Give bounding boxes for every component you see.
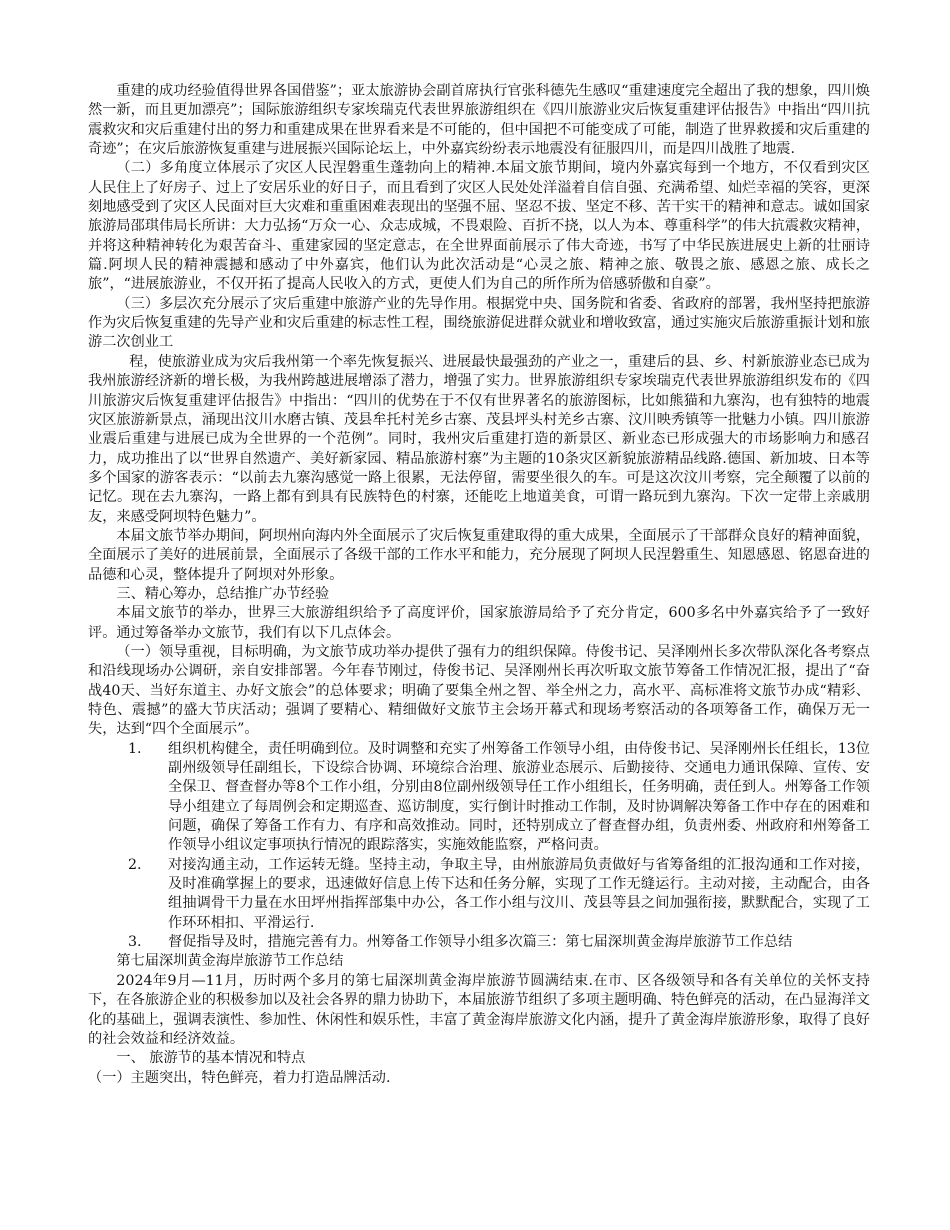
- list-item-text: 组织机构健全，责任明确到位。及时调整和充实了州筹备工作领导小组，由侍俊书记、吴泽刚州长任组长，13位副州级领导任副组长，下设综合协调、环境综合治理、旅游业态展示、后勤接待、交通电力通讯保障、宣传、安全保卫、督查督办等8个工作小组，分别由8位副州级领导任工作小组组长，任务明确，责任到人。州筹备工作领导小组建立了每周例会和定期巡查、巡访制度，实行倒计时推动工作制，及时协调解决筹备工作中存在的困难和问题，确保了筹备工作有力、有序和高效推动。同时，还特别成立了督查督办组，负责州委、州政府和州筹备工作领导小组议定事项执行情况的跟踪落实，实施效能监察，严格问责。: [168, 740, 870, 854]
- paragraph-section-two-spirit: （二）多角度立体展示了灾区人民涅磐重生蓬勃向上的精神.本届文旅节期间，境内外嘉宾每到一个地方，不仅看到灾区人民住上了好房子、过上了安居乐业的好日子，而且看到了灾区人民处处洋溢着自信自强、充满希望、灿烂幸福的笑容，更深刻地感受到了灾区人民面对巨大灾难和重重困难表现出的坚强不屈、坚忍不拔、坚定不移、苦干实干的精神和意志。诚如国家旅游局邵琪伟局长所讲：大力弘扬“万众一心、众志成城，不畏艰险、百折不挠，以人为本、尊重科学”的伟大抗震救灾精神，并将这种精神转化为艰苦奋斗、重建家园的坚定意志，在全世界面前展示了伟大奇迹，书写了中华民族进展史上新的壮丽诗篇.阿坝人民的精神震撼和感动了中外嘉宾，他们认为此次活动是“心灵之旅、精神之旅、敬畏之旅、感恩之旅、成长之旅”，“进展旅游业，不仅开拓了提高人民收入的方式，更使人们为自己的所作所为倍感骄傲和自豪”。: [88, 160, 870, 293]
- list-item-text: 督促指导及时，措施完善有力。州筹备工作领导小组多次篇三：第七届深圳黄金海岸旅游节工作总结: [168, 934, 793, 951]
- list-item-number: 1.: [128, 740, 142, 757]
- document-page: [88, 82, 870, 1088]
- paragraph-section-three-tourism: （三）多层次充分展示了灾后重建中旅游产业的先导作用。根据党中央、国务院和省委、省政府的部署，我州坚持把旅游作为灾后恢复重建的先导产业和灾后重建的标志性工程，围绕旅游促进群众就业和增收致富，通过实施灾后旅游重振计划和旅游二次创业工: [88, 295, 870, 351]
- list-item: [88, 856, 870, 933]
- paragraph-reconstruction-praise: 重建的成功经验值得世界各国借鉴”；亚太旅游协会副首席执行官张科德先生感叹“重建速度完全超出了我的想象，四川焕然一新，而且更加漂亮”；国际旅游组织专家埃瑞克代表世界旅游组织在《四川旅游业灾后恢复重建评估报告》中指出“四川抗震救灾和灾后重建付出的努力和重建成果在世界看来是不可能的，但中国把不可能变成了可能，制造了世界救援和灾后重建的奇迹”；在灾后旅游恢复重建与进展振兴国际论坛上，中外嘉宾纷纷表示地震没有征服四川，而是四川战胜了地震.: [88, 83, 870, 158]
- paragraph-shenzhen-overview: 2024年9月—11月，历时两个多月的第七届深圳黄金海岸旅游节圆满结束.在市、区各级领导和各有关单位的关怀支持下，在各旅游企业的积极参加以及社会各界的鼎力协助下，本届旅游节组织了多项主题明确、特色鲜亮的活动，在凸显海洋文化的基础上，强调表演性、参加性、休闲性和娱乐性，丰富了黄金海岸旅游文化内涵，提升了黄金海岸旅游形象，取得了良好的社会效益和经济效益。: [88, 972, 870, 1047]
- list-item: [88, 933, 870, 952]
- paragraph-section-three-continued: 程，使旅游业成为灾后我州第一个率先恢复振兴、进展最快最强劲的产业之一，重建后的县、乡、村新旅游业态已成为我州旅游经济新的增长极，为我州跨越进展增添了潜力，增强了实力。世界旅游组织专家埃瑞克代表世界旅游组织发布的《四川旅游灾后恢复重建评估报告》中指出：“四川的优势在于不仅有世界著名的旅游图标，比如熊猫和九寨沟，也有独特的地震灾区旅游新景点，涌现出汶川水磨古镇、茂县牟托村羌乡古寨、茂县坪头村羌乡古寨、汶川映秀镇等一批魅力小镇。四川旅游业震后重建与进展已成为全世界的一个范例”。同时，我州灾后重建打造的新景区、新业态已形成强大的市场影响力和感召力，成功推出了以“世界自然遗产、美好新家园、精品旅游村寨”为主题的10条灾区新貌旅游精品线路.德国、新加坡、日本等多个国家的游客表示：“以前去九寨沟感觉一路上很累，无法停留，需要坐很久的车。可是这次汶川考察，完全颠覆了以前的记忆。现在去九寨沟，一路上都有到具有民族特色的村寨，还能吃上地道美食，可谓一路玩到九寨沟。下次一定带上亲戚朋友，来感受阿坝特色魅力”。: [88, 353, 870, 525]
- heading-shenzhen-summary-title: 第七届深圳黄金海岸旅游节工作总结: [116, 953, 344, 970]
- paragraph-festival-summary: 本届文旅节举办期间，阿坝州向海内外全面展示了灾后恢复重建取得的重大成果，全面展示了干部群众良好的精神面貌，全面展示了美好的进展前景，全面展示了各级干部的工作水平和能力，充分展现了阿坝人民涅磐重生、知恩感恩、铭恩奋进的品德和心灵，整体提升了阿坝对外形象。: [88, 527, 870, 583]
- list-item: [88, 740, 870, 856]
- heading-subsection-one: （一）主题突出，特色鲜亮，着力打造品牌活动.: [88, 1069, 391, 1086]
- heading-basic-situation: 一、 旅游节的基本情况和特点: [116, 1050, 306, 1067]
- paragraph-evaluation: 本届文旅节的举办，世界三大旅游组织给予了高度评价，国家旅游局给予了充分肯定，600多名中外嘉宾给予了一致好评。通过筹备举办文旅节，我们有以下几点体会。: [88, 605, 870, 641]
- list-item-number: 3.: [128, 934, 142, 951]
- list-item-number: 2.: [128, 856, 142, 873]
- list-item-text: 对接沟通主动，工作运转无缝。坚持主动，争取主导，由州旅游局负责做好与省筹备组的汇报沟通和工作对接，及时准确掌握上的要求，迅速做好信息上传下达和任务分解，实现了工作无缝运行。主动对接，主动配合，由各组抽调骨干力量在水田坪州指挥部集中办公，各工作小组与汶川、茂县等县之间加强衔接，默默配合，实现了工作环环相扣、平滑运行.: [168, 856, 870, 931]
- heading-section-three: 三、精心筹办，总结推广办节经验: [116, 585, 330, 602]
- paragraph-leadership: （一）领导重视，目标明确，为文旅节成功举办提供了强有力的组织保障。侍俊书记、吴泽刚州长多次带队深化各考察点和沿线现场办公调研，亲自安排部署。今年春节刚过，侍俊书记、吴泽刚州长再次听取文旅节筹备工作情况汇报，提出了“奋战40天、当好东道主、办好文旅会”的总体要求；明确了要集全州之智、举全州之力，高水平、高标准将文旅节办成“精彩、特色、震撼”的盛大节庆活动；强调了要精心、精细做好文旅节主会场开幕式和现场考察活动的各项筹备工作，确保万无一失，达到“四个全面展示”。: [88, 643, 870, 738]
